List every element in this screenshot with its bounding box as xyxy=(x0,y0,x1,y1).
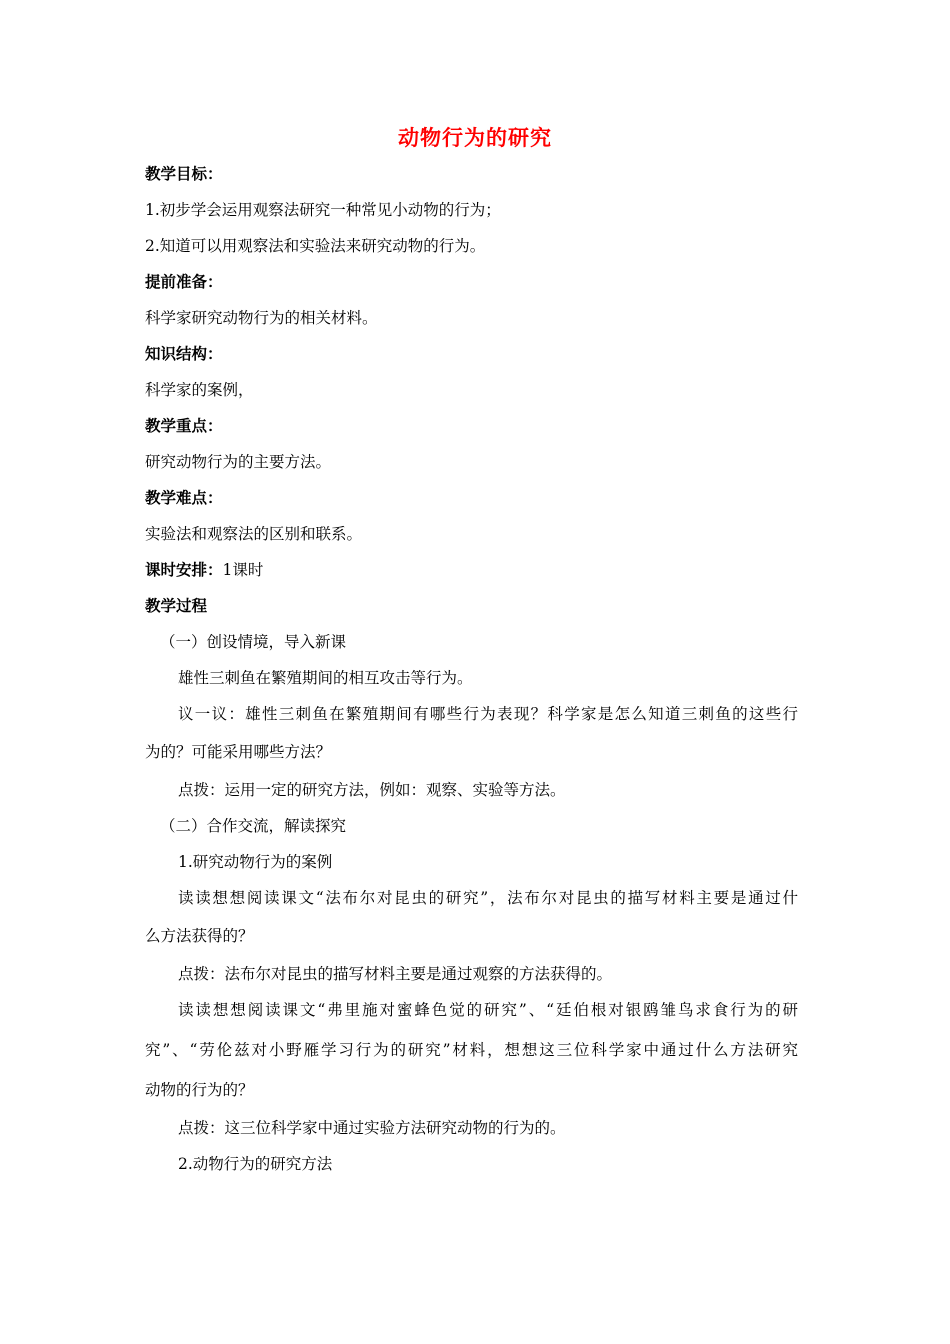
part1-paragraph-2-line-1: 议一议：雄性三刺鱼在繁殖期间有哪些行为表现？科学家是怎么知道三刺鱼的这些行 xyxy=(178,705,798,723)
part2-paragraph-3-line-2: 究”、“劳伦兹对小野雁学习行为的研究”材料，想想这三位科学家中通过什么方法研究 xyxy=(145,1041,798,1059)
schedule-line xyxy=(145,560,805,580)
difficulty-heading: 教学难点： xyxy=(145,489,223,507)
schedule-heading: 课时安排： xyxy=(145,561,223,579)
part2-subheading-2: 2.动物行为的研究方法 xyxy=(178,1155,333,1173)
schedule-text: 1课时 xyxy=(222,561,264,579)
part2-paragraph-1-line-1: 读读想想阅读课文“法布尔对昆虫的研究”，法布尔对昆虫的描写材料主要是通过什 xyxy=(178,889,798,907)
structure-heading: 知识结构： xyxy=(145,345,223,363)
part2-paragraph-4: 点拨：这三位科学家中通过实验方法研究动物的行为的。 xyxy=(178,1119,566,1137)
part2-subheading-1: 1.研究动物行为的案例 xyxy=(178,853,333,871)
objective-item-2: 2.知道可以用观察法和实验法来研究动物的行为。 xyxy=(145,237,486,255)
part1-paragraph-2-line-2: 为的？可能采用哪些方法？ xyxy=(145,743,332,761)
part2-heading: （二）合作交流，解读探究 xyxy=(160,817,347,835)
part1-paragraph-3: 点拨：运用一定的研究方法，例如：观察、实验等方法。 xyxy=(178,781,566,799)
preparation-heading: 提前准备： xyxy=(145,273,223,291)
process-heading: 教学过程 xyxy=(145,597,208,615)
part2-paragraph-3-line-1: 读读想想阅读课文“弗里施对蜜蜂色觉的研究”、“廷伯根对银鸥雏鸟求食行为的研 xyxy=(178,1001,798,1019)
structure-text: 科学家的案例， xyxy=(145,381,254,399)
key-point-heading: 教学重点： xyxy=(145,417,223,435)
preparation-text: 科学家研究动物行为的相关材料。 xyxy=(145,309,378,327)
objectives-heading: 教学目标： xyxy=(145,165,223,183)
part2-paragraph-1-line-2: 么方法获得的？ xyxy=(145,927,254,945)
part1-heading: （一）创设情境，导入新课 xyxy=(160,633,347,651)
key-point-text: 研究动物行为的主要方法。 xyxy=(145,453,332,471)
difficulty-text: 实验法和观察法的区别和联系。 xyxy=(145,525,363,543)
objective-item-1: 1.初步学会运用观察法研究一种常见小动物的行为； xyxy=(145,201,501,219)
document-title: 动物行为的研究 xyxy=(398,126,552,150)
part2-paragraph-3-line-3: 动物的行为的？ xyxy=(145,1081,254,1099)
part1-paragraph-1: 雄性三刺鱼在繁殖期间的相互攻击等行为。 xyxy=(178,669,473,687)
part2-paragraph-2: 点拨：法布尔对昆虫的描写材料主要是通过观察的方法获得的。 xyxy=(178,965,613,983)
